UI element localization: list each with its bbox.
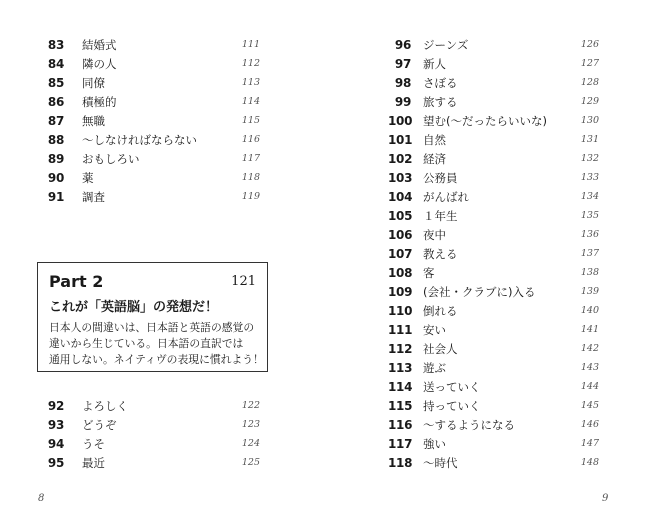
entry-title: 倒れる: [423, 303, 458, 318]
entry-title: 調査: [82, 189, 105, 204]
toc-entry[interactable]: [388, 54, 599, 73]
entry-page-number: 122: [241, 400, 260, 411]
part-description-line: 通用しない。ネイティヴの表現に慣れよう！: [49, 353, 264, 366]
entry-number: 118: [388, 455, 413, 470]
entry-number: 90: [47, 170, 64, 185]
entry-number: 110: [388, 303, 413, 318]
toc-entry[interactable]: [388, 92, 599, 111]
entry-page-number: 115: [241, 115, 260, 126]
entry-number: 100: [388, 113, 413, 128]
entry-page-number: 148: [580, 457, 599, 468]
part-title: これが「英語脳」の発想だ！: [49, 300, 219, 315]
toc-entry[interactable]: [388, 377, 599, 396]
toc-entry[interactable]: [388, 149, 599, 168]
toc-entry[interactable]: [388, 73, 599, 92]
entry-number: 108: [388, 265, 413, 280]
part-label: Part 2: [49, 272, 104, 291]
toc-entry[interactable]: [388, 434, 599, 453]
entry-number: 89: [47, 151, 64, 166]
entry-number: 101: [388, 132, 413, 147]
entry-number: 111: [388, 322, 413, 337]
page-folio: 8: [38, 493, 45, 504]
entry-page-number: 118: [241, 172, 260, 183]
entry-title: 強い: [423, 436, 446, 451]
entry-title: ジーンズ: [423, 37, 469, 52]
entry-number: 92: [47, 398, 64, 413]
entry-number: 83: [47, 37, 64, 52]
entry-title: 社会人: [423, 341, 458, 356]
toc-entry[interactable]: [388, 168, 599, 187]
entry-title: １年生: [423, 208, 458, 223]
entry-title: 安い: [423, 322, 446, 337]
entry-number: 91: [47, 189, 64, 204]
entry-number: 112: [388, 341, 413, 356]
entry-number: 114: [388, 379, 413, 394]
entry-page-number: 139: [580, 286, 599, 297]
entry-page-number: 114: [241, 96, 260, 107]
toc-entry[interactable]: [388, 244, 599, 263]
entry-page-number: 136: [580, 229, 599, 240]
entry-page-number: 131: [580, 134, 599, 145]
entry-title: 遊ぶ: [423, 360, 446, 375]
entry-title: どうぞ: [82, 417, 117, 432]
entry-title: 持っていく: [423, 398, 481, 413]
toc-entry[interactable]: [388, 263, 599, 282]
toc-entry[interactable]: [388, 415, 599, 434]
entry-page-number: 134: [580, 191, 599, 202]
entry-number: 113: [388, 360, 413, 375]
entry-number: 115: [388, 398, 413, 413]
entry-number: 87: [47, 113, 64, 128]
entry-number: 105: [388, 208, 413, 223]
entry-number: 95: [47, 455, 64, 470]
entry-title: 積極的: [82, 94, 117, 109]
entry-number: 104: [388, 189, 413, 204]
toc-entry[interactable]: [388, 339, 599, 358]
entry-title: 結婚式: [82, 37, 117, 52]
entry-title: 教える: [423, 246, 458, 261]
entry-number: 85: [47, 75, 64, 90]
entry-page-number: 129: [580, 96, 599, 107]
toc-entry[interactable]: [388, 206, 599, 225]
entry-title: 新人: [423, 56, 446, 71]
entry-title: 〜しなければならない: [82, 132, 197, 147]
entry-number: 96: [394, 37, 411, 52]
entry-title: 公務員: [423, 170, 458, 185]
entry-page-number: 124: [241, 438, 260, 449]
entry-page-number: 137: [580, 248, 599, 259]
entry-page-number: 135: [580, 210, 599, 221]
entry-title: 最近: [82, 455, 105, 470]
toc-entry[interactable]: [388, 225, 599, 244]
entry-page-number: 143: [580, 362, 599, 373]
entry-page-number: 147: [580, 438, 599, 449]
toc-entry[interactable]: [388, 35, 599, 54]
toc-entry[interactable]: [388, 187, 599, 206]
entry-page-number: 126: [580, 39, 599, 50]
toc-entry[interactable]: [388, 282, 599, 301]
toc-entry[interactable]: [388, 320, 599, 339]
entry-title: 客: [423, 265, 435, 280]
entry-number: 93: [47, 417, 64, 432]
entry-title: 薬: [82, 170, 94, 185]
entry-page-number: 144: [580, 381, 599, 392]
entry-number: 86: [47, 94, 64, 109]
entry-number: 117: [388, 436, 413, 451]
entry-page-number: 127: [580, 58, 599, 69]
entry-number: 94: [47, 436, 64, 451]
entry-title: 〜するようになる: [423, 417, 515, 432]
entry-title: (会社・クラブに)入る: [423, 284, 536, 299]
entry-page-number: 123: [241, 419, 260, 430]
entry-number: 116: [388, 417, 413, 432]
entry-title: 旅する: [423, 94, 458, 109]
part-description-line: 日本人の間違いは、日本語と英語の感覚の: [49, 321, 255, 334]
entry-title: 経済: [423, 151, 446, 166]
entry-number: 103: [388, 170, 413, 185]
entry-title: 夜中: [423, 227, 446, 242]
toc-entry[interactable]: [388, 453, 599, 472]
entry-page-number: 142: [580, 343, 599, 354]
entry-page-number: 113: [241, 77, 260, 88]
toc-entry[interactable]: [388, 396, 599, 415]
entry-page-number: 119: [241, 191, 260, 202]
entry-page-number: 140: [580, 305, 599, 316]
entry-number: 109: [388, 284, 413, 299]
toc-entry[interactable]: [388, 111, 599, 130]
page-folio: 9: [602, 493, 609, 504]
entry-number: 99: [394, 94, 411, 109]
entry-page-number: 128: [580, 77, 599, 88]
entry-title: 送っていく: [423, 379, 481, 394]
entry-title: 隣の人: [82, 56, 117, 71]
entry-title: おもしろい: [82, 151, 140, 166]
toc-entry[interactable]: [388, 301, 599, 320]
toc-entry[interactable]: [388, 358, 599, 377]
entry-page-number: 116: [241, 134, 260, 145]
entry-page-number: 111: [241, 39, 260, 50]
entry-title: 自然: [423, 132, 446, 147]
entry-page-number: 133: [580, 172, 599, 183]
entry-page-number: 132: [580, 153, 599, 164]
entry-title: 〜時代: [423, 455, 458, 470]
entry-number: 106: [388, 227, 413, 242]
entry-title: 望む(〜だったらいいな): [423, 113, 547, 128]
entry-title: うそ: [82, 436, 105, 451]
toc-list-right: [388, 35, 599, 472]
entry-number: 107: [388, 246, 413, 261]
entry-number: 97: [394, 56, 411, 71]
entry-number: 102: [388, 151, 413, 166]
entry-title: よろしく: [82, 398, 128, 413]
entry-page-number: 141: [580, 324, 599, 335]
entry-page-number: 130: [580, 115, 599, 126]
entry-page-number: 125: [241, 457, 260, 468]
entry-number: 98: [394, 75, 411, 90]
part-page-number: 121: [231, 274, 256, 289]
entry-title: さぼる: [423, 75, 458, 90]
entry-title: がんばれ: [423, 189, 469, 204]
entry-title: 同僚: [82, 75, 105, 90]
entry-page-number: 112: [241, 58, 260, 69]
toc-entry[interactable]: [388, 130, 599, 149]
entry-page-number: 117: [241, 153, 260, 164]
entry-title: 無職: [82, 113, 105, 128]
entry-page-number: 138: [580, 267, 599, 278]
part-description-line: 違いから生じている。日本語の直訳では: [49, 337, 244, 350]
entry-page-number: 145: [580, 400, 599, 411]
entry-page-number: 146: [580, 419, 599, 430]
entry-number: 88: [47, 132, 64, 147]
entry-number: 84: [47, 56, 64, 71]
